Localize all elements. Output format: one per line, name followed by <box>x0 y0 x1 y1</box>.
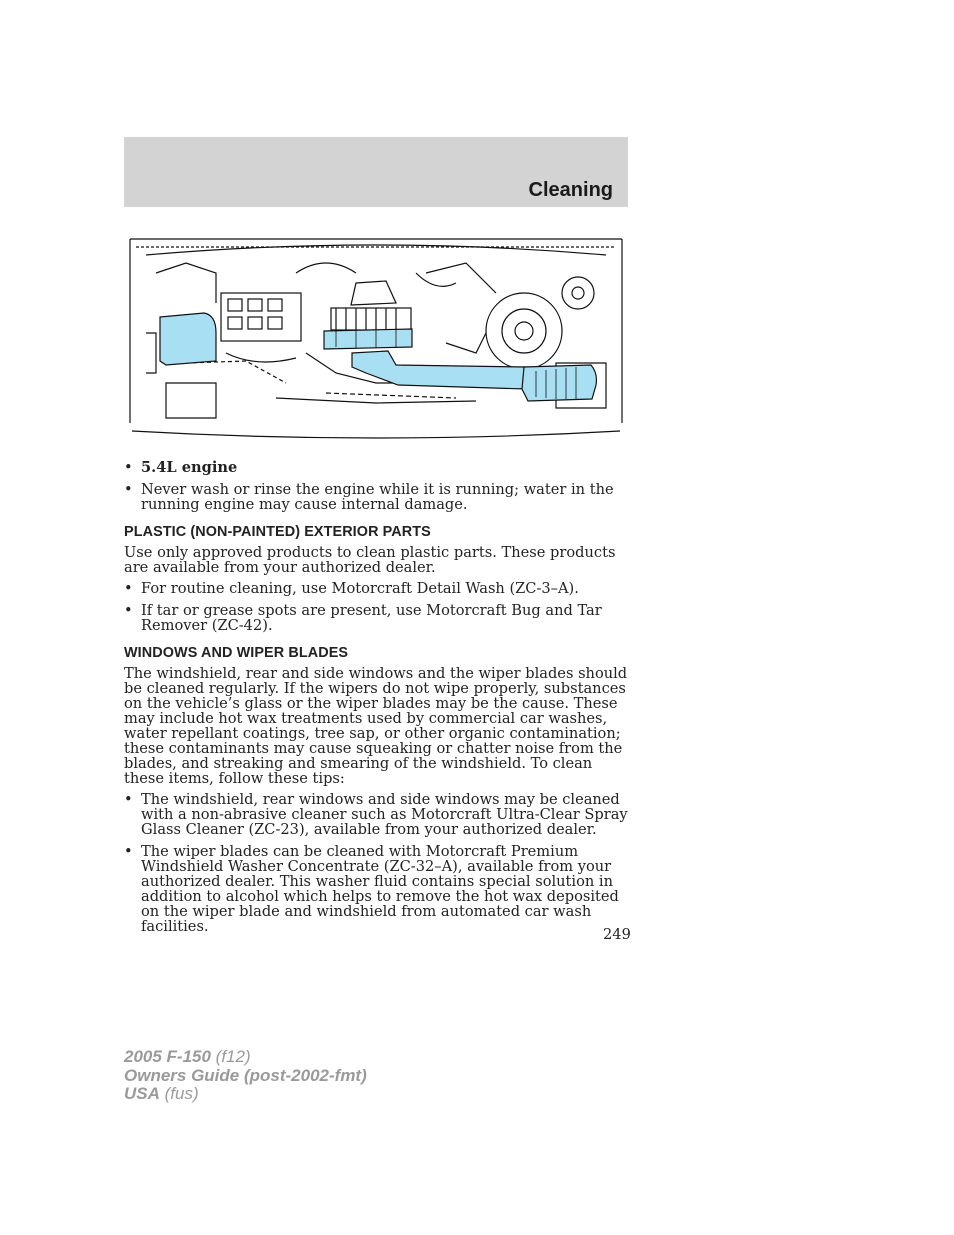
bullet-icon: • <box>124 791 133 808</box>
windows-tip-2: The wiper blades can be cleaned with Motorcraft Premium Windshield Washer Concentrate (ZC-32–A), available from your authorized dealer. This washer fluid contains special solution in addition to alcohol which helps to remove the hot wax deposited on the wiper blade and windshield from automated car wash facilities. <box>141 843 619 935</box>
bullet-icon: • <box>124 459 133 476</box>
footer <box>124 1048 367 1104</box>
header-band <box>124 137 628 207</box>
list-item <box>124 603 628 633</box>
footer-line-2: Owners Guide (post-2002-fmt) <box>124 1065 367 1085</box>
bullet-icon: • <box>124 843 133 860</box>
engine-compartment-illustration <box>126 233 626 441</box>
engine-notes-list <box>124 460 628 512</box>
footer-line-3: USA (fus) <box>124 1084 199 1103</box>
bullet-icon: • <box>124 580 133 597</box>
plastic-parts-heading: PLASTIC (NON-PAINTED) EXTERIOR PARTS <box>124 524 431 540</box>
engine-warning: Never wash or rinse the engine while it is running; water in the running engine may cause internal damage. <box>141 481 614 513</box>
page-content <box>124 460 628 941</box>
windows-intro: The windshield, rear and side windows and the wiper blades should be cleaned regularly. If the wipers do not wipe properly, substances on the vehicle’s glass or the wiper blades may be the cause. These may include hot wax treatments used by commercial car washes, water repellant coatings, tree sap, or other organic contamination; these contaminants may cause squeaking or chatter noise from the blades, and streaking and smearing of the windshield. To clean these items, follow these tips: <box>124 665 628 787</box>
engine-label: 5.4L engine <box>141 459 238 476</box>
plastic-tip-1: For routine cleaning, use Motorcraft Detail Wash (ZC-3–A). <box>141 580 579 597</box>
coolant-reservoir-highlight <box>160 313 216 365</box>
windows-tip-1: The windshield, rear windows and side windows may be cleaned with a non-abrasive cleaner such as Motorcraft Ultra-Clear Spray Glass Cleaner (ZC-23), available from your authorized dealer. <box>141 791 628 838</box>
list-item <box>124 482 628 512</box>
plastic-tip-2: If tar or grease spots are present, use Motorcraft Bug and Tar Remover (ZC-42). <box>141 602 602 634</box>
plastic-parts-intro: Use only approved products to clean plastic parts. These products are available from your authorized dealer. <box>124 544 616 576</box>
list-item <box>124 460 628 475</box>
windows-heading: WINDOWS AND WIPER BLADES <box>124 645 349 661</box>
air-cleaner-highlight <box>522 365 596 401</box>
page-number: 249 <box>603 926 631 943</box>
list-item <box>124 792 628 837</box>
footer-line-1: 2005 F-150 (f12) <box>124 1047 251 1066</box>
bullet-icon: • <box>124 602 133 619</box>
section-title: Cleaning <box>528 179 613 201</box>
bullet-icon: • <box>124 481 133 498</box>
air-filter-housing-highlight <box>324 329 412 349</box>
windows-list <box>124 792 628 934</box>
list-item <box>124 844 628 934</box>
list-item <box>124 581 628 596</box>
plastic-parts-list <box>124 581 628 633</box>
